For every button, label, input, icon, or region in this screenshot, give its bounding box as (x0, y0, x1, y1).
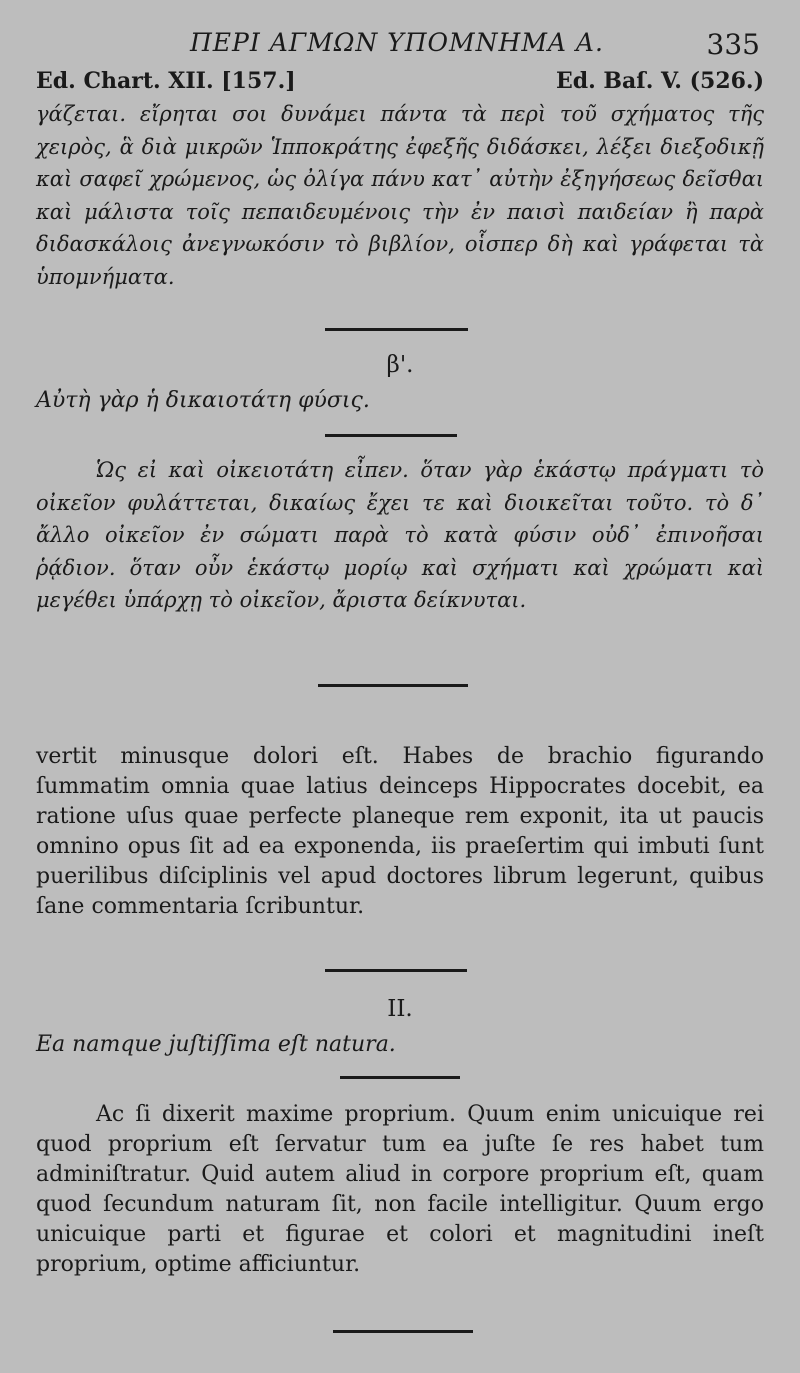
latin-paragraph-2: Ac ſi dixerit maxime proprium. Quum enim unicuique rei quod proprium eſt ſervatur tum ea juſte ſe res habet tum adminiſtratur. Quid autem aliud in corpore proprium eſt, quam quod ſecundum naturam ſit, non facile intelligitur. Quum ergo unicuique parti et figurae et colori et magnitudini ineſt proprium, optime afficiuntur. (36, 1102, 764, 1277)
section-divider (318, 684, 468, 687)
greek-paragraph-2: Ὡς εἰ καὶ οἰκειοτάτη εἶπεν. ὅταν γὰρ ἑκάστῳ πράγματι τὸ οἰκεῖον φυλάττεται, δικαίως ἔχει τε καὶ διοικεῖται τοῦτο. τὸ δ᾽ ἄλλο οἰκεῖον ἐν σώματι παρὰ τὸ κατὰ φύσιν οὐδ᾽ ἐπινοῆσαι ῥᾴδιον. ὅταν οὖν ἑκάστῳ μορίῳ καὶ σχήματι καὶ χρώματι καὶ μεγέθει ὑπάρχῃ τὸ οἰκεῖον, ἄριστα δείκνυται. (36, 458, 764, 612)
greek-paragraph-1: γάζεται. εἴρηται σοι δυνάμει πάντα τὰ περὶ τοῦ σχήματος τῆς χειρὸς, ἃ διὰ μικρῶν Ἱπποκράτης ἐφεξῆς διδάσκει, λέξει διεξοδικῇ καὶ σαφεῖ χρώμενος, ὡς ὀλίγα πάνυ κατ᾽ αὐτὴν ἐξηγήσεως δεῖσθαι καὶ μάλιστα τοῖς πεπαιδευμένοις τὴν ἐν παισὶ παιδείαν ἢ παρὰ διδασκάλοις ἀνεγνωκόσιν τὸ βιβλίον, οἷσπερ δὴ καὶ γράφεται τὰ ὑπομνήματα. (36, 102, 764, 289)
latin-section-number: II. (387, 996, 413, 1022)
section-divider (325, 969, 467, 972)
section-divider (325, 434, 457, 437)
greek-section-number: β'. (386, 352, 414, 378)
page-number: 335 (706, 28, 760, 61)
section-divider (325, 328, 468, 331)
section-divider (333, 1330, 473, 1333)
section-divider (340, 1076, 460, 1079)
latin-paragraph-1: vertit minusque dolori eſt. Habes de brachio figurando ſummatim omnia quae latius deinceps Hippocrates docebit, ea ratione uſus quae perfecte planeque rem exponit, ita ut paucis omnino opus ſit ad ea exponenda, iis praeſertim qui imbuti ſunt puerilibus diſciplinis vel apud doctores librum legerunt, quibus ſane commentaria ſcribuntur. (36, 744, 764, 919)
latin-lemma: Ea namque juſtiſſima eſt natura. (36, 1032, 396, 1057)
running-title: ΠΕΡΙ ΑΓΜΩΝ ΥΠΟΜΝΗΜΑ Α. (190, 28, 604, 57)
edition-reference-basel: Ed. Baſ. V. (526.) (555, 68, 764, 94)
greek-lemma: Αὐτὴ γὰρ ἡ δικαιοτάτη φύσις. (36, 388, 370, 413)
edition-reference-chartier: Ed. Chart. XII. [157.] (36, 68, 296, 94)
